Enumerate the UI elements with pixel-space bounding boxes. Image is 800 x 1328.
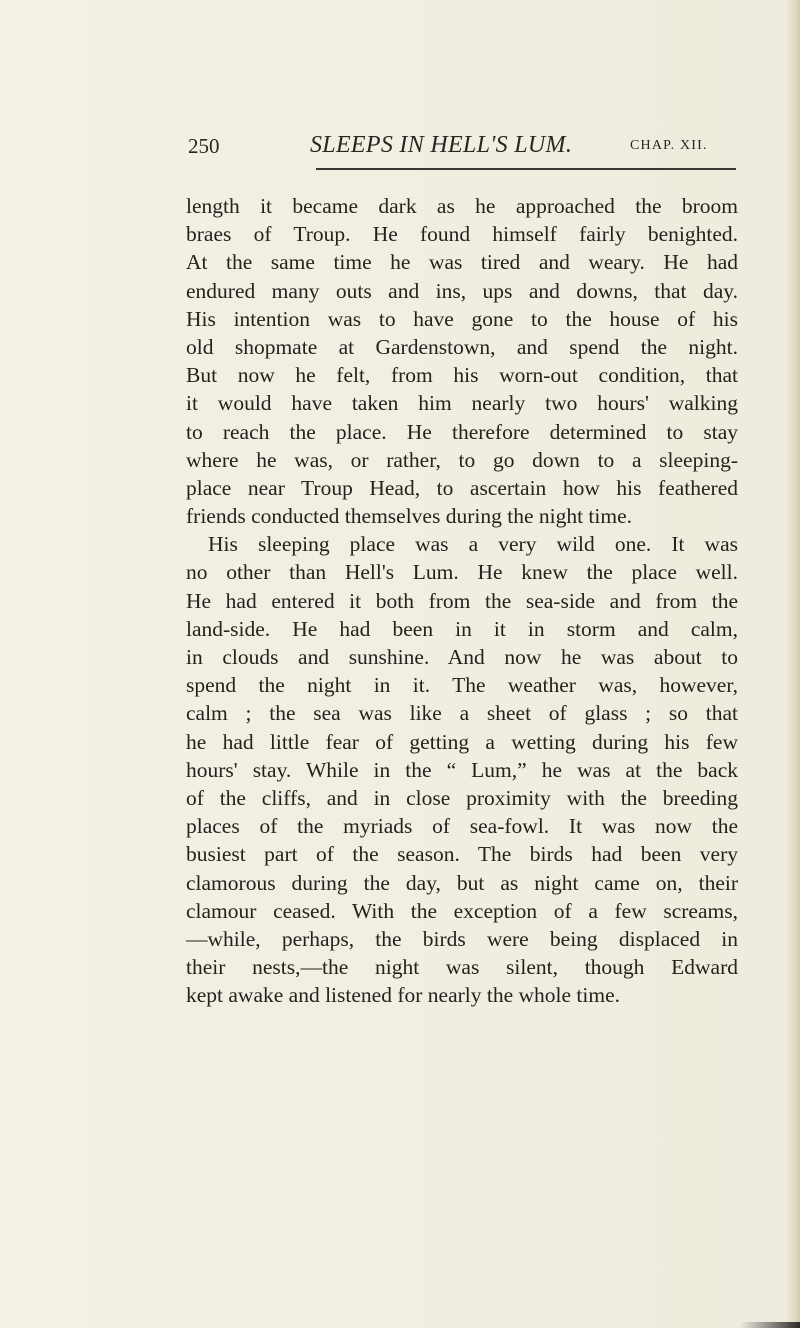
text-line: calm ; the sea was like a sheet of glass ; so that (186, 701, 738, 726)
page-number: 250 (188, 134, 220, 158)
text-line: But now he felt, from his worn-out condition, that (186, 363, 738, 388)
paragraph-1 (186, 192, 738, 530)
text-line: no other than Hell's Lum. He knew the place well. (186, 560, 738, 585)
text-line: kept awake and listened for nearly the whole time. (186, 983, 621, 1008)
text-line: endured many outs and ins, ups and downs, that day. (186, 278, 738, 303)
text-line: where he was, or rather, to go down to a sleeping- (186, 447, 738, 472)
text-line: their nests,—the night was silent, though Edward (186, 955, 738, 980)
text-line: braes of Troup. He found himself fairly benighted. (186, 222, 738, 247)
text-line: of the cliffs, and in close proximity with the breeding (186, 785, 738, 810)
page-corner-shadow (740, 1322, 800, 1328)
text-line: he had little fear of getting a wetting during his few (186, 729, 738, 754)
body-text (186, 192, 738, 1009)
text-line: busiest part of the season. The birds had been very (186, 842, 738, 867)
running-header (188, 128, 734, 164)
paragraph-2 (186, 530, 738, 1009)
text-line: hours' stay. While in the “ Lum,” he was at the back (186, 757, 738, 782)
text-line: to reach the place. He therefore determined to stay (186, 419, 738, 444)
text-line: His intention was to have gone to the house of his (186, 306, 738, 331)
text-line: clamorous during the day, but as night came on, their (186, 870, 738, 895)
text-line: land-side. He had been in it in storm and calm, (186, 616, 738, 641)
text-line: length it became dark as he approached the broom (186, 194, 738, 218)
text-line: place near Troup Head, to ascertain how his feathered (186, 475, 738, 500)
text-line: old shopmate at Gardenstown, and spend the night. (186, 334, 738, 359)
header-rule (316, 168, 736, 170)
text-line: He had entered it both from the sea-side and from the (186, 588, 738, 613)
chapter-label: CHAP. XII. (630, 138, 708, 153)
text-line: friends conducted themselves during the night time. (186, 504, 633, 529)
text-line: it would have taken him nearly two hours' walking (186, 391, 738, 416)
text-line: clamour ceased. With the exception of a few screams, (186, 898, 738, 923)
running-title: SLEEPS IN HELL'S LUM. (310, 132, 573, 158)
text-line: in clouds and sunshine. And now he was about to (186, 645, 738, 669)
text-line: His sleeping place was a very wild one. It was (208, 532, 738, 557)
text-line: At the same time he was tired and weary. He had (186, 250, 738, 275)
text-line: —while, perhaps, the birds were being displaced in (186, 926, 738, 951)
page-edge-shadow (786, 0, 800, 1328)
text-line: places of the myriads of sea-fowl. It was now the (186, 814, 738, 839)
text-line: spend the night in it. The weather was, however, (186, 673, 738, 698)
